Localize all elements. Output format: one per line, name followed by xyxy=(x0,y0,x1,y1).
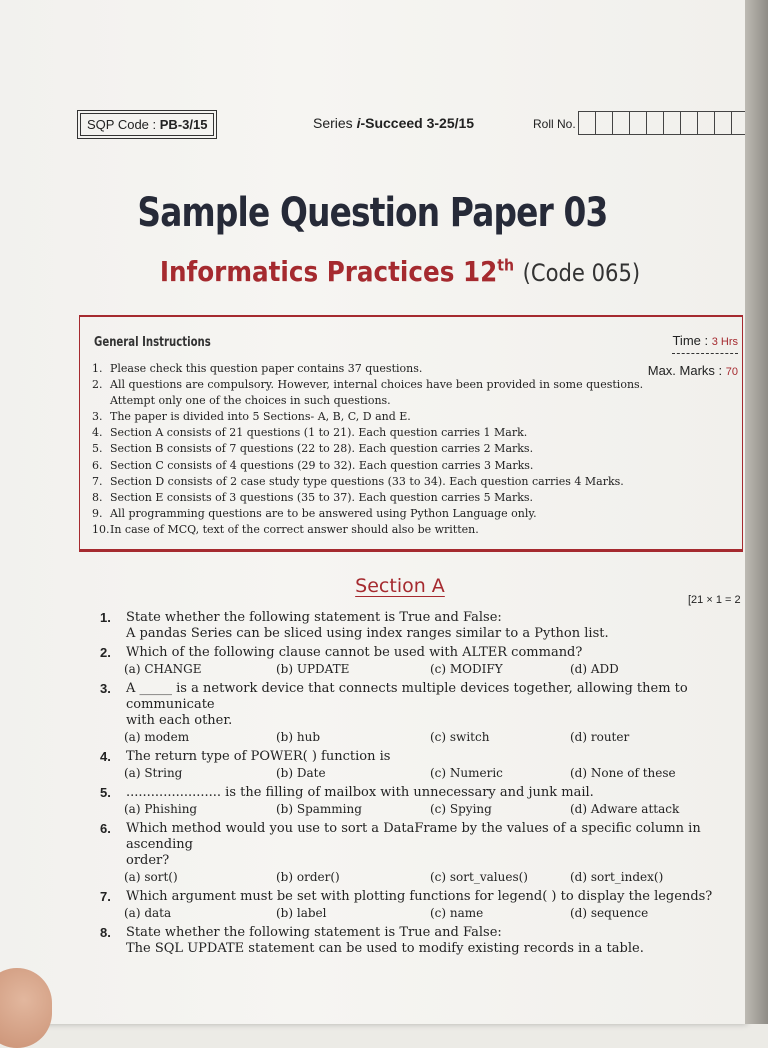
question-3 xyxy=(100,681,745,746)
question-number: 5. xyxy=(100,785,111,800)
question-text: Which argument must be set with plotting functions for legend( ) to display the legends? xyxy=(126,889,713,904)
option: (b) Spamming xyxy=(276,802,362,816)
question-number: 1. xyxy=(100,610,111,625)
general-instructions-box xyxy=(79,315,743,552)
question-text: A _____ is a network device that connects multiple devices together, allowing them to communicate xyxy=(126,681,688,712)
instruction-item: 9. All programming questions are to be answered using Python Language only. xyxy=(92,506,537,520)
option: (c) sort_values() xyxy=(430,870,528,884)
question-number: 2. xyxy=(100,645,111,660)
option: (a) sort() xyxy=(124,870,178,884)
section-a-title: Section A xyxy=(355,575,445,597)
question-7 xyxy=(100,889,745,922)
option: (c) switch xyxy=(430,730,490,744)
option: (a) String xyxy=(124,766,183,780)
subject-name: Informatics Practices 12 xyxy=(159,255,498,288)
roll-label: Roll No. xyxy=(533,117,576,131)
question-2 xyxy=(100,645,745,678)
marks-label: Max. Marks : xyxy=(647,363,726,378)
time-value: 3 Hrs xyxy=(711,336,738,348)
question-8 xyxy=(100,925,745,957)
option: (a) data xyxy=(124,906,172,920)
instruction-item: 10. In case of MCQ, text of the correct answer should also be written. xyxy=(92,522,479,536)
page-edge xyxy=(745,0,768,1024)
question-1 xyxy=(100,610,745,642)
question-number: 6. xyxy=(100,821,111,836)
question-6 xyxy=(100,821,745,886)
question-number: 4. xyxy=(100,749,111,764)
question-text: Which method would you use to sort a DataFrame by the values of a specific column in ascending xyxy=(126,821,701,852)
options-row xyxy=(124,729,745,746)
time-label: Time : xyxy=(672,333,712,348)
option: (b) UPDATE xyxy=(276,662,350,676)
options-row xyxy=(124,801,745,818)
roll-number-boxes[interactable] xyxy=(578,111,749,135)
max-marks xyxy=(648,363,738,378)
option: (d) ADD xyxy=(570,662,619,676)
paper-header xyxy=(80,107,745,141)
series-i: i xyxy=(356,115,361,131)
instruction-item: 7. Section D consists of 2 case study type questions (33 to 34). Each question carries 4 Marks. xyxy=(92,474,624,488)
question-text: The return type of POWER( ) function is xyxy=(126,749,391,764)
question-number: 3. xyxy=(100,681,111,696)
option: (c) Numeric xyxy=(430,766,503,780)
question-number: 8. xyxy=(100,925,111,940)
instruction-item: 4. Section A consists of 21 questions (1 to 21). Each question carries 1 Mark. xyxy=(92,426,528,440)
paper-subtitle xyxy=(48,255,752,288)
option: (b) Date xyxy=(276,766,326,780)
option: (a) Phishing xyxy=(124,802,198,816)
option: (d) None of these xyxy=(570,766,676,780)
instructions-heading: General Instructions xyxy=(94,335,211,350)
paper-title: Sample Question Paper 03 xyxy=(137,190,608,236)
options-row xyxy=(124,869,745,886)
option: (b) order() xyxy=(276,870,340,884)
instruction-item: 2. All questions are compulsory. However, internal choices have been provided in some questions. xyxy=(92,378,644,392)
option: (c) name xyxy=(430,906,484,920)
instruction-item: 6. Section C consists of 4 questions (29 to 32). Each question carries 3 Marks. xyxy=(92,458,534,472)
options-row xyxy=(124,765,745,782)
option: (c) Spying xyxy=(430,802,492,816)
sqp-code: PB-3/15 xyxy=(159,117,208,132)
instructions-list xyxy=(92,361,643,538)
question-text: order? xyxy=(126,853,170,868)
marks-value: 70 xyxy=(725,366,738,378)
question-5 xyxy=(100,785,745,818)
subject-code: (Code 065) xyxy=(522,259,641,287)
options-row xyxy=(124,661,745,678)
question-text: Which of the following clause cannot be used with ALTER command? xyxy=(126,645,583,660)
thumb xyxy=(0,968,52,1048)
series-prefix: Series xyxy=(313,115,353,131)
option: (d) sequence xyxy=(570,906,649,920)
option: (d) sort_index() xyxy=(570,870,664,884)
instruction-item: 3. The paper is divided into 5 Sections- A, B, C, D and E. xyxy=(92,410,411,424)
section-marks: [21 × 1 = 2 xyxy=(688,594,741,606)
option: (d) router xyxy=(570,730,630,744)
question-list xyxy=(100,610,745,960)
question-text: State whether the following statement is True and False: xyxy=(126,610,502,625)
option: (a) modem xyxy=(124,730,190,744)
question-text: State whether the following statement is True and False: xyxy=(126,925,502,940)
option: (b) label xyxy=(276,906,327,920)
option: (a) CHANGE xyxy=(124,662,202,676)
option: (b) hub xyxy=(276,730,320,744)
instruction-item: 1. Please check this question paper contains 37 questions. xyxy=(92,362,423,375)
question-text: The SQL UPDATE statement can be used to modify existing records in a table. xyxy=(126,941,644,956)
instruction-item-cont: Attempt only one of the choices in such questions. xyxy=(110,394,391,408)
instruction-item: 8. Section E consists of 3 questions (35 to 37). Each question carries 5 Marks. xyxy=(92,490,534,504)
instruction-item: 5. Section B consists of 7 questions (22 to 28). Each question carries 2 Marks. xyxy=(92,442,534,456)
series-label xyxy=(313,115,474,131)
subject-sup: th xyxy=(497,255,515,275)
time-allowed xyxy=(672,333,738,354)
sqp-code-box xyxy=(80,113,214,136)
question-text: with each other. xyxy=(126,713,233,728)
sqp-label: SQP Code : xyxy=(87,117,157,132)
options-row xyxy=(124,905,745,922)
option: (d) Adware attack xyxy=(570,802,680,816)
option: (c) MODIFY xyxy=(430,662,503,676)
series-name: -Succeed 3-25/15 xyxy=(360,115,475,131)
question-number: 7. xyxy=(100,889,111,904)
question-4 xyxy=(100,749,745,782)
question-text: A pandas Series can be sliced using index ranges similar to a Python list. xyxy=(126,626,609,641)
question-text: ....................... is the filling of mailbox with unnecessary and junk mail. xyxy=(126,785,594,800)
